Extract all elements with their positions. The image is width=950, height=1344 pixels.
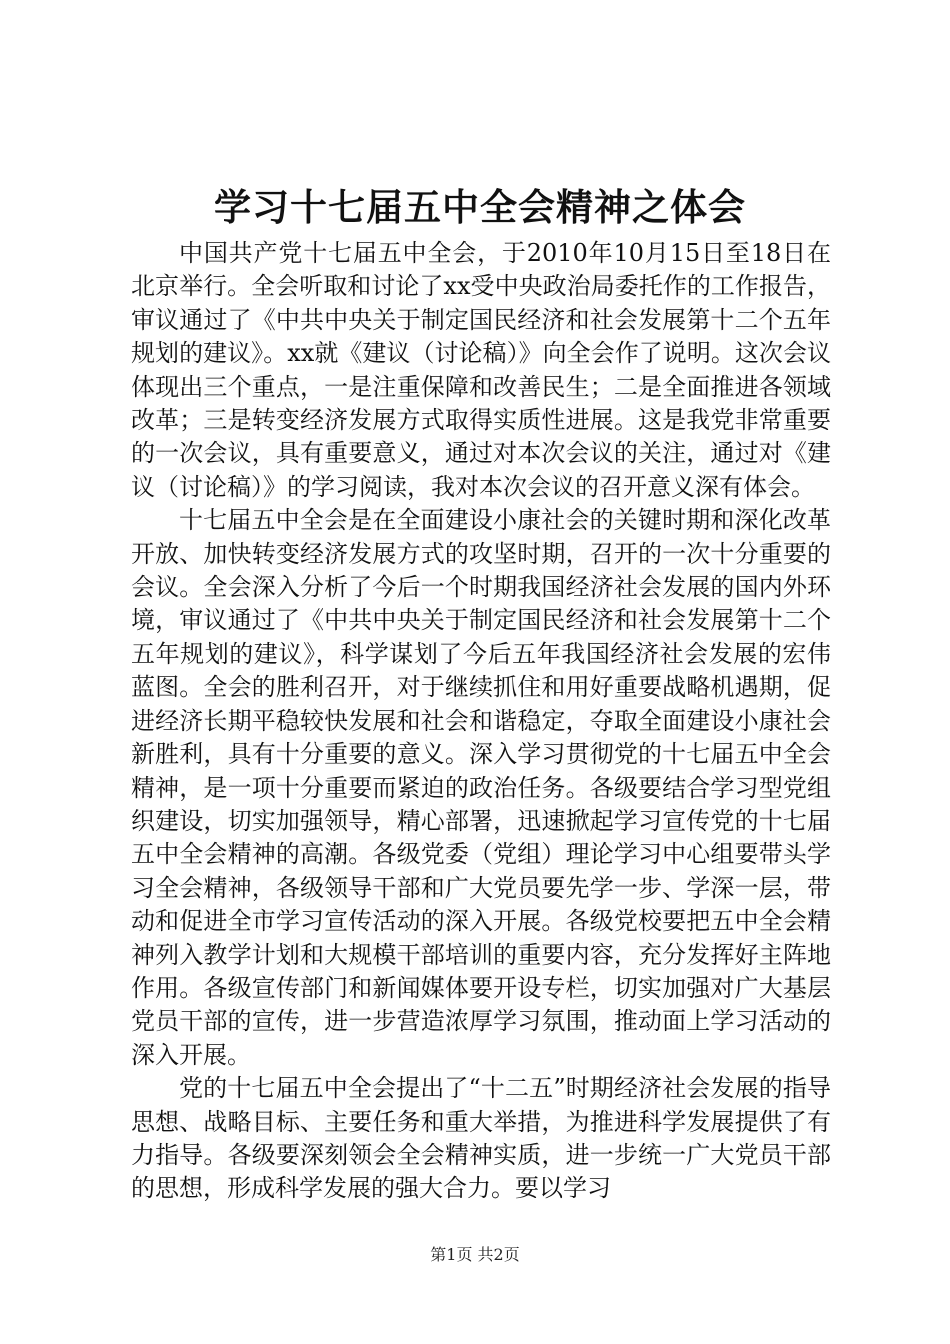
document-title: 学习十七届五中全会精神之体会 bbox=[214, 185, 746, 229]
paragraph-3: 党的十七届五中全会提出了“十二五”时期经济社会发展的指导思想、战略目标、主要任务和重大举措，为推进科学发展提供了有力指导。各级要深刻领会全会精神实质，进一步统一广大党员干部的思想，形成科学发展的强大合力。要以学习 bbox=[131, 1074, 831, 1203]
page-footer: 第1页 共2页 bbox=[430, 1245, 520, 1264]
paragraph-2: 十七届五中全会是在全面建设小康社会的关键时期和深化改革开放、加快转变经济发展方式的攻坚时期，召开的一次十分重要的会议。全会深入分析了今后一个时期我国经济社会发展的国内外环境，审议通过了《中共中央关于制定国民经济和社会发展第十二个五年规划的建议》，科学谋划了今后五年我国经济社会发展的宏伟蓝图。全会的胜利召开，对于继续抓住和用好重要战略机遇期，促进经济长期平稳较快发展和社会和谐稳定，夺取全面建设小康社会新胜利，具有十分重要的意义。深入学习贯彻党的十七届五中全会精神，是一项十分重要而紧迫的政治任务。各级要结合学习型党组织建设，切实加强领导，精心部署，迅速掀起学习宣传党的十七届五中全会精神的高潮。各级党委（党组）理论学习中心组要带头学习全会精神，各级领导干部和广大党员要先学一步、学深一层，带动和促进全市学习宣传活动的深入开展。各级党校要把五中全会精神列入教学计划和大规模干部培训的重要内容，充分发挥好主阵地作用。各级宣传部门和新闻媒体要开设专栏，切实加强对广大基层党员干部的宣传，进一步营造浓厚学习氛围，推动面上学习活动的深入开展。 bbox=[131, 506, 831, 1069]
document-body bbox=[131, 237, 831, 1206]
paragraph-1: 中国共产党十七届五中全会，于2010年10月15日至18日在北京举行。全会听取和讨论了xx受中央政治局委托作的工作报告，审议通过了《中共中央关于制定国民经济和社会发展第十二个五年规划的建议》。xx就《建议（讨论稿）》向全会作了说明。这次会议体现出三个重点，一是注重保障和改善民生；二是全面推进各领域改革；三是转变经济发展方式取得实质性进展。这是我党非常重要的一次会议，具有重要意义，通过对本次会议的关注，通过对《建议（讨论稿）》的学习阅读，我对本次会议的召开意义深有体会。 bbox=[131, 239, 831, 501]
